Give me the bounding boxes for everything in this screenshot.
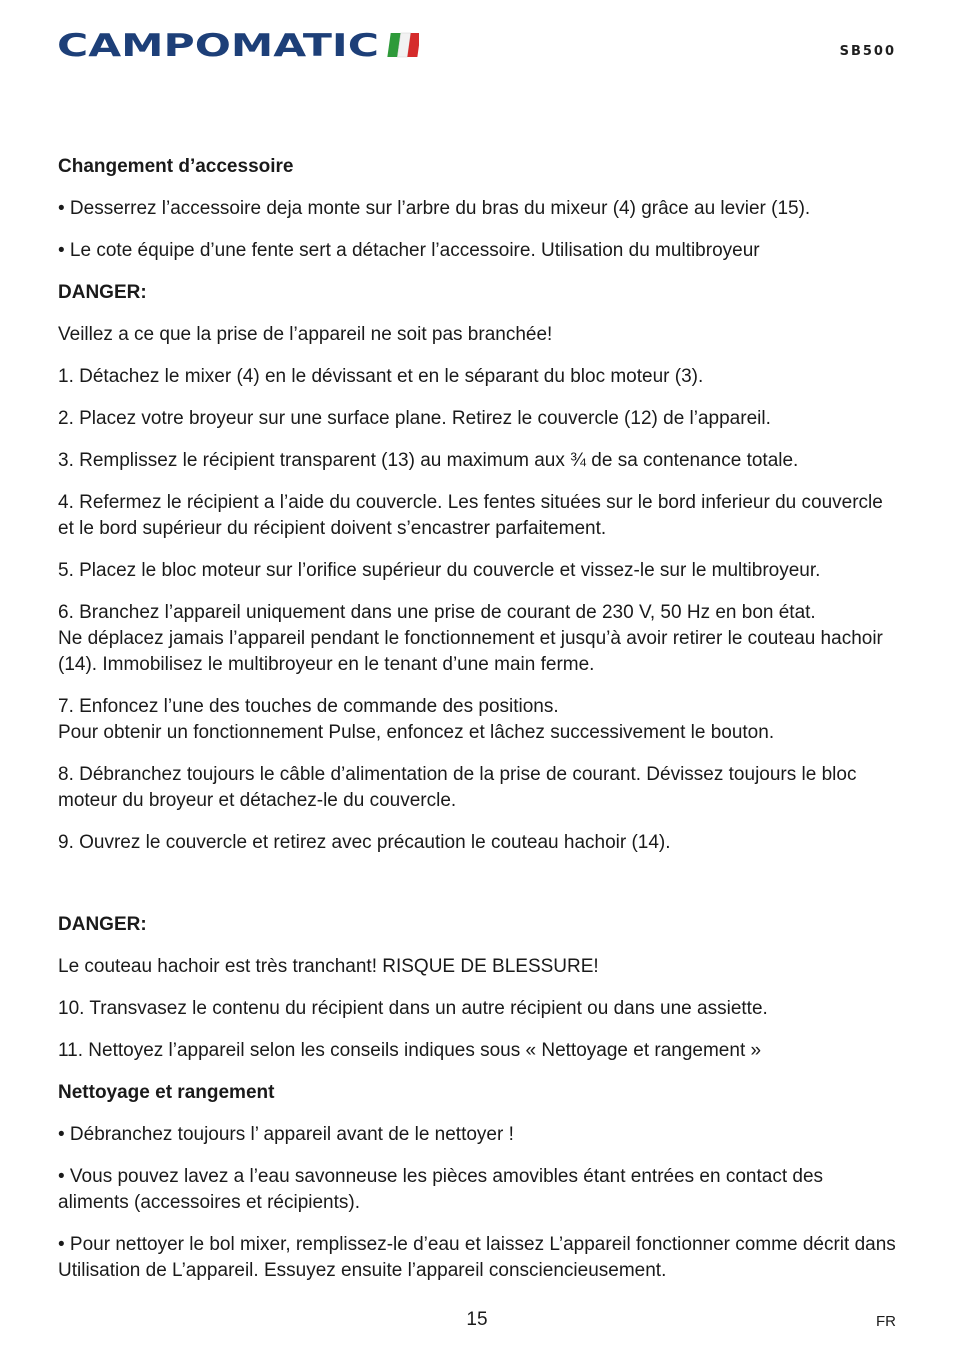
bullet-item: • Vous pouvez lavez a l’eau savonneuse les pièces amovibles étant entrées en contact des aliments (accessoires et récipients). — [58, 1166, 824, 1213]
campomatic-logo — [57, 31, 419, 59]
step-line: 7. Enfoncez l’une des touches de commande des positions. — [58, 696, 559, 717]
step-item: 9. Ouvrez le couvercle et retirez avec précaution le couteau hachoir (14). — [58, 832, 671, 853]
step-line: Ne déplacez jamais l’appareil pendant le fonctionnement et jusqu’à avoir retirer le couteau hachoir (14). Immobilisez le multibroyeur en le tenant d’une main ferme. — [58, 628, 883, 675]
bullet-item: • Le cote équipe d’une fente sert a détacher l’accessoire. Utilisation du multibroyeur — [58, 240, 760, 261]
page-number: 15 — [466, 1309, 488, 1330]
model-number: SB500 — [839, 44, 896, 59]
brand-wordmark: CAMPOMATIC — [57, 31, 379, 59]
step-item: 5. Placez le bloc moteur sur l’orifice supérieur du couvercle et vissez-le sur le multibroyeur. — [58, 560, 821, 581]
danger-heading: DANGER: — [58, 914, 147, 935]
step-item — [58, 600, 898, 678]
bullet-item: • Desserrez l’accessoire deja monte sur l’arbre du bras du mixeur (4) grâce au levier (15). — [58, 198, 811, 219]
step-item: 2. Placez votre broyeur sur une surface plane. Retirez le couvercle (12) de l’appareil. — [58, 408, 771, 429]
bullet-item: • Pour nettoyer le bol mixer, remplissez-le d’eau et laissez L’appareil fonctionner comme décrit dans Utilisation de L’appareil. Essuyez ensuite l’appareil consciencieusement. — [58, 1234, 896, 1281]
step-item: 10. Transvasez le contenu du récipient dans un autre récipient ou dans une assiette. — [58, 998, 768, 1019]
page-header — [0, 0, 954, 80]
language-code: FR — [876, 1313, 896, 1330]
manual-content — [58, 154, 898, 1300]
warning-text: Le couteau hachoir est très tranchant! RISQUE DE BLESSURE! — [58, 956, 599, 977]
step-item: 4. Refermez le récipient a l’aide du couvercle. Les fentes situées sur le bord inferieur du couvercle et le bord supérieur du récipient doivent s’encastrer parfaitement. — [58, 492, 883, 539]
step-item: 1. Détachez le mixer (4) en le dévissant et en le séparant du bloc moteur (3). — [58, 366, 704, 387]
section-heading-cleaning: Nettoyage et rangement — [58, 1082, 275, 1103]
step-item — [58, 694, 898, 746]
step-line: Pour obtenir un fonctionnement Pulse, enfoncez et lâchez successivement le bouton. — [58, 722, 775, 743]
step-item: 11. Nettoyez l’appareil selon les conseils indiques sous « Nettoyage et rangement » — [58, 1040, 762, 1061]
step-item: 3. Remplissez le récipient transparent (13) au maximum aux ¾ de sa contenance totale. — [58, 450, 799, 471]
section-heading-accessory-change: Changement d’accessoire — [58, 156, 294, 177]
warning-text: Veillez a ce que la prise de l’appareil ne soit pas branchée! — [58, 324, 553, 345]
step-item: 8. Débranchez toujours le câble d’alimentation de la prise de courant. Dévissez toujours le bloc moteur du broyeur et détachez-le du couvercle. — [58, 764, 857, 811]
bullet-item: • Débranchez toujours l’ appareil avant de le nettoyer ! — [58, 1124, 514, 1145]
italian-flag-icon — [387, 33, 419, 57]
step-line: 6. Branchez l’appareil uniquement dans une prise de courant de 230 V, 50 Hz en bon état. — [58, 602, 816, 623]
danger-heading: DANGER: — [58, 282, 147, 303]
